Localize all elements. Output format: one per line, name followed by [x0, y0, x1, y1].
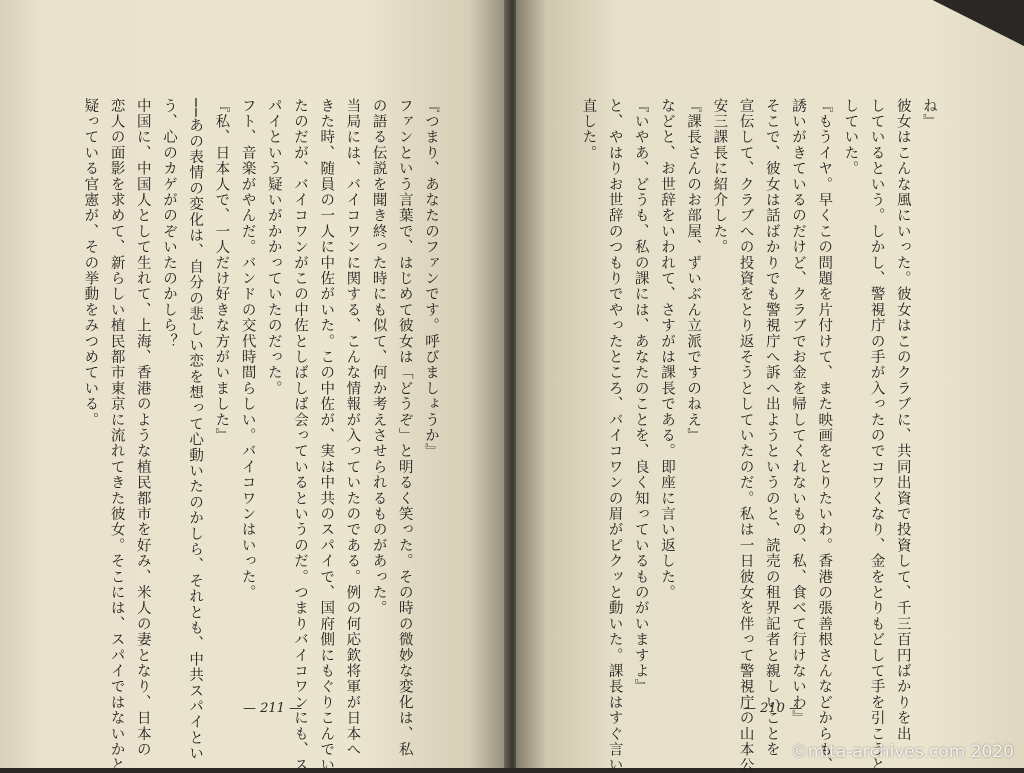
text-line: していた。	[842, 98, 859, 177]
text-line: と、やはりお世辞のつもりでやったところ、バイコワンの眉がピクッと動いた。課長はすぐ言い	[606, 98, 623, 773]
copyright-watermark: ©mita-archives.com 2020	[790, 742, 1014, 762]
text-line: ファンという言葉で、はじめて彼女は「どうぞ」と明るく笑った。その時の微妙な変化は、私	[396, 98, 413, 758]
left-page	[0, 0, 510, 773]
text-line: フト、音楽がやんだ。バンドの交代時間らしい。バイコワンはいった。	[239, 98, 256, 601]
text-line: 『もうイヤ。早くこの問題を片付けて、また映画をとりたいわ。香港の張善根さんなどからも、	[816, 98, 833, 773]
text-line: 当局には、バイコワンに関する、こんな情報が入っていたのである。例の何応欽将軍が日本へ	[344, 98, 361, 758]
text-line: ──あの表情の変化は、自分の悲しい恋を想って心動いたのかしら、それとも、中共スパイとい	[187, 98, 204, 762]
text-line: ね』	[921, 98, 937, 130]
text-line: の語る伝説を聞き終った時にも似て、何か考えさせられるものがあった。	[370, 98, 387, 617]
text-line: 誘いがきているのだけど、クラブでお金を帰してくれないもの、私、食べて行けないわ』	[789, 98, 806, 726]
text-line: そこで、彼女は話ばかりでも警視庁へ訴へ出ようというのと、読売の租界記者と親しいことを	[763, 98, 780, 758]
text-line: 『課長さんのお部屋、ずいぶん立派ですのねえ』	[685, 98, 702, 444]
page-number-left: — 211 —	[243, 701, 303, 716]
text-line: きた時、随員の一人に中佐がいた。この中佐が、実は中共のスパイで、国府側にもぐりこんでい	[318, 98, 335, 773]
text-line: 安三課長に紹介した。	[711, 98, 728, 255]
text-line: 『つまり、あなたのファンです。呼びましょうか』	[423, 98, 439, 460]
text-line: 『私、日本人で、一人だけ好きな方がいました』	[213, 98, 230, 444]
page-number-right: — 210 —	[743, 701, 803, 716]
text-line: しているという。しかし、警視庁の手が入ったのでコワくなり、金をとりもどして手を引こうと	[868, 98, 885, 773]
text-line: 彼女はこんな風にいった。彼女はこのクラブに、共同出資で投資して、千三百円ばかりを出	[894, 98, 911, 742]
text-line: 恋人の面影を求めて、新らしい植民都市東京に流れてきた彼女。そこには、スパイではないかと	[108, 98, 125, 773]
text-line: 直した。	[580, 98, 597, 161]
text-line: 疑っている官憲が、その挙動をみつめている。	[82, 98, 99, 428]
text-line: 中国に、中国人として生れて、上海、香港のような植民都市を好み、米人の妻となり、日本の	[134, 98, 151, 758]
text-line: 宣伝して、クラブへの投資をとり返そうとしていたのだ。私は一日彼女を伴って警視庁の山本公	[737, 98, 754, 773]
text-line: たのだが、バイコワンがこの中佐としばしば会っているというのだ。つまりバイコワンにも、ス	[291, 98, 308, 773]
text-line: う、心のカゲがのぞいたのかしら？	[160, 98, 177, 350]
text-line: 『いやあ、どうも、私の課には、あなたのことを、良く知っているものがいますよ』	[632, 98, 649, 695]
text-line: などと、お世辞をいわれて、さすがは課長である。即座に言い返した。	[658, 98, 675, 601]
text-line: パイという疑いがかかっていたのだった。	[265, 98, 282, 397]
